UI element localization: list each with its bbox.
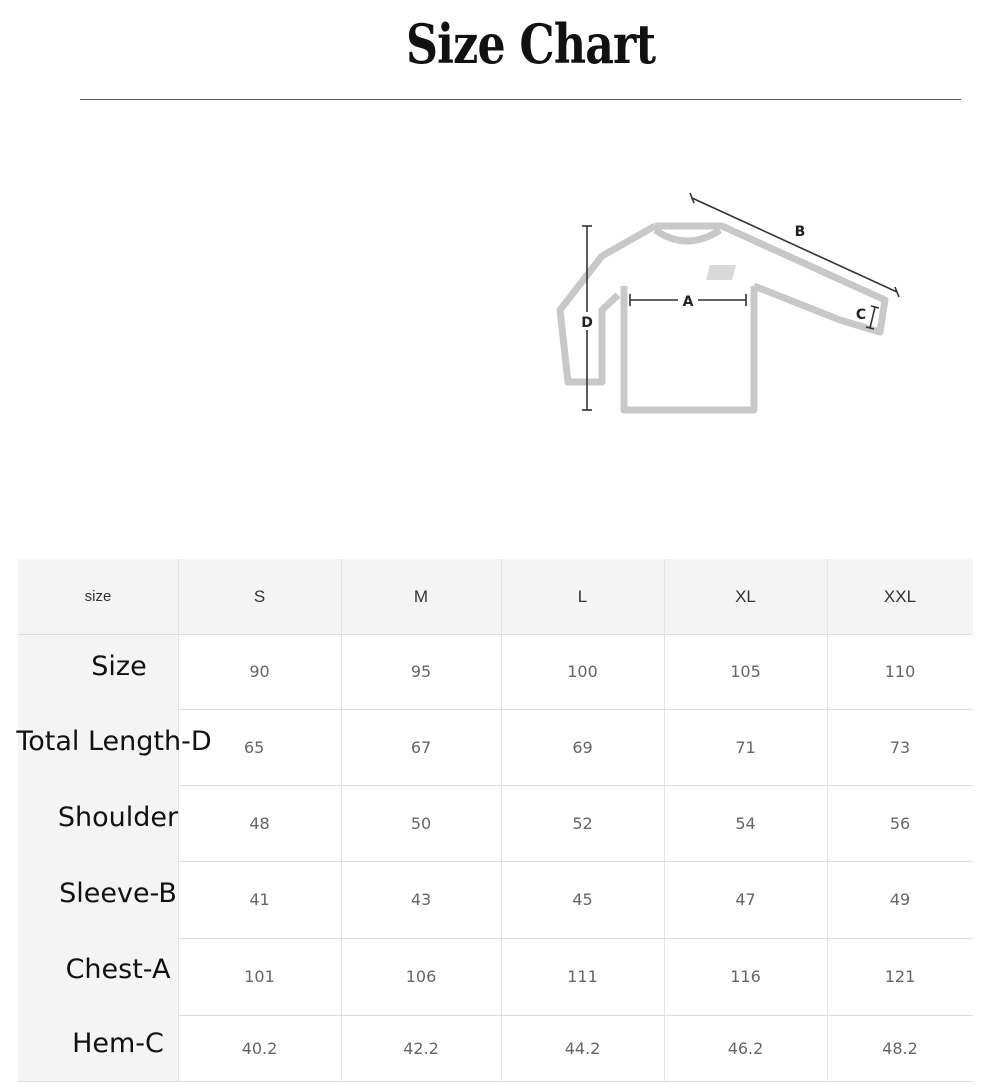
table-cell: 101 (244, 967, 275, 986)
table-cell: 111 (567, 967, 598, 986)
garment-neckline (655, 230, 720, 241)
table-cell: 42.2 (403, 1038, 439, 1058)
measure-d-label: D (581, 315, 593, 331)
page-title-text: Size Chart (405, 12, 656, 76)
table-row-label: Sleeve-B (59, 877, 177, 909)
table-cell: 56 (889, 813, 911, 833)
table-cell: 40.2 (241, 1038, 278, 1058)
table-header-cell (341, 559, 501, 634)
table-row-label: Size (91, 650, 147, 682)
table-cell: 52 (572, 813, 593, 833)
table-cell: 121 (884, 967, 916, 986)
table-cell: 116 (730, 967, 761, 986)
measure-b-line (690, 193, 899, 297)
table-cell: 46.2 (727, 1038, 764, 1058)
title-divider (80, 99, 961, 100)
table-row-label: Chest-A (65, 953, 171, 985)
sweatshirt-measurement-diagram (550, 190, 910, 420)
garment-left-sleeve (560, 226, 655, 382)
table-header-label: L (577, 586, 588, 606)
table-header-label: XXL (883, 586, 917, 606)
table-cell: 50 (410, 813, 432, 833)
measure-b-label: B (794, 224, 806, 240)
table-cell: 73 (889, 737, 911, 757)
garment-diagram (550, 190, 910, 420)
measure-a-label: A (682, 294, 694, 310)
table-cell: 48.2 (882, 1038, 918, 1058)
table-cell: 45 (572, 890, 593, 909)
table-cell: 54 (735, 813, 756, 833)
table-cell: 43 (410, 890, 432, 909)
table-cell: 44.2 (564, 1038, 601, 1058)
table-cell: 106 (405, 967, 437, 986)
table-header-cell (827, 559, 973, 634)
table-cell: 41 (249, 890, 270, 909)
table-row-label: Hem-C (72, 1027, 164, 1059)
table-row-label: Total Length-D (16, 725, 212, 757)
page-title (96, 12, 907, 76)
table-cell: 67 (410, 737, 432, 757)
size-table (18, 559, 973, 1082)
table-cell: 48 (249, 813, 270, 833)
table-cell: 105 (730, 662, 761, 681)
table-header-cell (178, 559, 341, 634)
table-header-label: S (253, 586, 266, 606)
table-cell: 95 (410, 662, 432, 681)
table-header-label: size (84, 588, 112, 605)
table-header-cell (501, 559, 664, 634)
table-cell: 90 (249, 662, 270, 681)
table-cell: 69 (572, 737, 593, 757)
table-header-label: M (413, 586, 429, 606)
table-cell: 100 (567, 662, 598, 681)
table-header-cell (664, 559, 827, 634)
table-cell: 110 (884, 662, 916, 681)
measure-c-label: C (855, 307, 867, 323)
brand-logo-icon (706, 265, 736, 280)
table-cell: 71 (735, 737, 756, 757)
table-cell: 49 (889, 890, 911, 909)
table-cell: 47 (735, 890, 756, 909)
table-cell: 65 (244, 737, 265, 757)
table-row-label: Shoulder (57, 801, 179, 833)
table-header-cell (18, 559, 178, 634)
table-header-label: XL (735, 586, 756, 606)
